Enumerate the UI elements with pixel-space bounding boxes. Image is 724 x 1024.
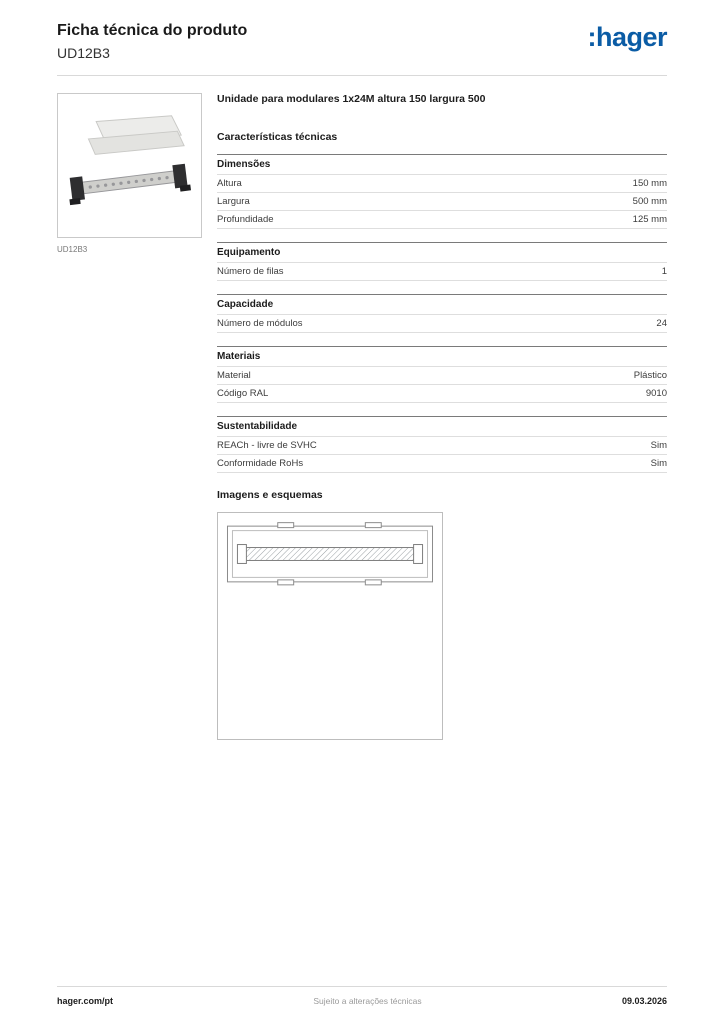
spec-row — [217, 314, 667, 333]
spec-label: Altura — [217, 178, 242, 189]
spec-group-materiais — [217, 346, 667, 403]
section-heading-tech: Características técnicas — [217, 131, 338, 143]
left-column — [57, 93, 202, 740]
spec-label: Conformidade RoHs — [217, 458, 304, 469]
product-code: UD12B3 — [57, 45, 110, 61]
header-titles — [57, 22, 247, 61]
spec-group-capacidade — [217, 294, 667, 333]
spec-label: Profundidade — [217, 214, 274, 225]
spec-row — [217, 192, 667, 210]
spec-value: Sim — [650, 458, 667, 469]
spec-row — [217, 384, 667, 403]
spec-group-sustentabilidade — [217, 416, 667, 473]
footer-site-url: hager.com/pt — [57, 996, 114, 1006]
footer-disclaimer: Sujeito a alterações técnicas — [313, 996, 422, 1006]
spec-value: 9010 — [645, 388, 667, 399]
product-image-frame — [57, 93, 202, 238]
product-description: Unidade para modulares 1x24M altura 150 largura 500 — [217, 93, 486, 105]
spec-value: 1 — [661, 266, 667, 277]
spec-group-equipamento — [217, 242, 667, 281]
spec-group-dimensoes — [217, 154, 667, 229]
spec-label: Número de módulos — [217, 318, 303, 329]
right-column — [217, 93, 667, 740]
spec-value: 150 mm — [632, 178, 667, 189]
spec-group-title: Equipamento — [217, 242, 667, 262]
spec-value: 500 mm — [632, 196, 667, 207]
product-photo — [67, 108, 193, 224]
spec-row — [217, 436, 667, 454]
section-heading-images: Imagens e esquemas — [217, 489, 323, 501]
spec-row — [217, 454, 667, 473]
spec-label: Largura — [217, 196, 250, 207]
product-image-caption: UD12B3 — [57, 245, 88, 254]
schematic-frame — [217, 512, 443, 740]
hager-logo: :hager — [587, 22, 667, 52]
spec-label: Código RAL — [217, 388, 269, 399]
header — [57, 22, 667, 76]
spec-label: Material — [217, 370, 251, 381]
spec-label: REACh - livre de SVHC — [217, 440, 317, 451]
spec-value: 24 — [656, 318, 667, 329]
spec-group-title: Capacidade — [217, 294, 667, 314]
spec-row — [217, 174, 667, 192]
product-schematic — [226, 521, 434, 587]
spec-group-title: Dimensões — [217, 154, 667, 174]
spec-row — [217, 262, 667, 281]
footer-date: 09.03.2026 — [621, 996, 667, 1006]
spec-row — [217, 366, 667, 384]
spec-group-title: Sustentabilidade — [217, 416, 667, 436]
spec-value: Plástico — [633, 370, 667, 381]
spec-value: 125 mm — [632, 214, 667, 225]
spec-value: Sim — [650, 440, 667, 451]
main-content — [57, 93, 667, 740]
footer — [57, 986, 667, 1006]
spec-label: Número de filas — [217, 266, 284, 277]
spec-group-title: Materiais — [217, 346, 667, 366]
spec-row — [217, 210, 667, 229]
page-title: Ficha técnica do produto — [57, 22, 248, 39]
